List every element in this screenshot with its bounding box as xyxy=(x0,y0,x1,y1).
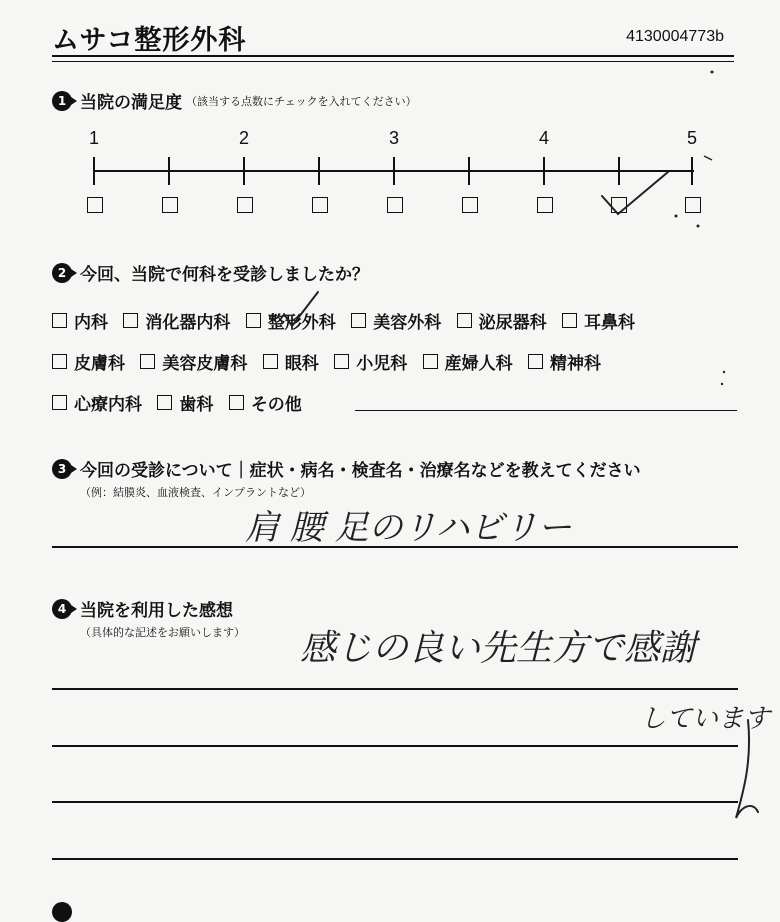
q3-number-badge: 3 xyxy=(52,459,72,479)
q2-title: 今回、当院で何科を受診しましたか？ xyxy=(80,265,369,285)
q4-note: （具体的な記述をお願いします） xyxy=(80,626,245,639)
q1-number-badge: 1 xyxy=(52,91,72,111)
q3-example: （例：結膜炎、血液検査、インプラントなど） xyxy=(80,486,311,499)
stray-stroke xyxy=(704,156,712,160)
stray-dot xyxy=(711,71,714,74)
department-option[interactable]: 歯科 xyxy=(157,390,213,415)
department-option[interactable]: 泌尿器科 xyxy=(457,308,547,333)
department-option[interactable]: 消化器内科 xyxy=(123,308,230,333)
q3-handwritten-answer: 肩 腰 足のリハビリー xyxy=(245,508,572,548)
department-checkmark xyxy=(284,292,318,326)
q4-title: 当院を利用した感想 xyxy=(80,601,233,621)
department-option[interactable]: 眼科 xyxy=(263,349,319,374)
department-option[interactable]: 皮膚科 xyxy=(52,349,125,374)
scale-label-4: 4 xyxy=(538,128,550,148)
department-option[interactable]: 心療内科 xyxy=(52,390,142,415)
q1-title: 当院の満足度 xyxy=(80,93,182,113)
scale-label-5: 5 xyxy=(686,128,698,148)
department-option[interactable]: 内科 xyxy=(52,308,108,333)
department-option[interactable]: 耳鼻科 xyxy=(562,308,635,333)
department-option[interactable]: 美容皮膚科 xyxy=(140,349,247,374)
stray-dot xyxy=(721,383,723,385)
stray-dot xyxy=(675,215,678,218)
stray-dot xyxy=(723,371,725,373)
document-id: 4130004773b xyxy=(626,28,724,45)
department-option[interactable]: 美容外科 xyxy=(351,308,441,333)
q4-handwritten-answer-line-2: しています xyxy=(640,704,771,734)
rating-checkmark xyxy=(602,172,668,214)
q4-number-badge: 4 xyxy=(52,599,72,619)
q4-handwritten-answer-line-1: 感じの良い先生方で感謝 xyxy=(300,628,697,669)
q1-note: （該当する点数にチェックを入れてください） xyxy=(186,94,417,108)
scale-label-3: 3 xyxy=(388,128,400,148)
scale-label-1: 1 xyxy=(88,128,100,148)
q3-title: 今回の受診について｜症状・病名・検査名・治療名などを教えてください xyxy=(80,461,641,481)
department-option-checked[interactable]: 整形外科 xyxy=(246,308,336,333)
tail-stroke xyxy=(736,720,758,818)
stray-dot xyxy=(697,225,700,228)
q2-number-badge: 2 xyxy=(52,263,72,283)
department-option[interactable]: 精神科 xyxy=(528,349,601,374)
scale-label-2: 2 xyxy=(238,128,250,148)
clinic-name: ムサコ整形外科 xyxy=(52,25,247,56)
department-option[interactable]: 小児科 xyxy=(334,349,407,374)
department-option[interactable]: 産婦人科 xyxy=(423,349,513,374)
department-option-other[interactable]: その他 xyxy=(229,390,302,415)
